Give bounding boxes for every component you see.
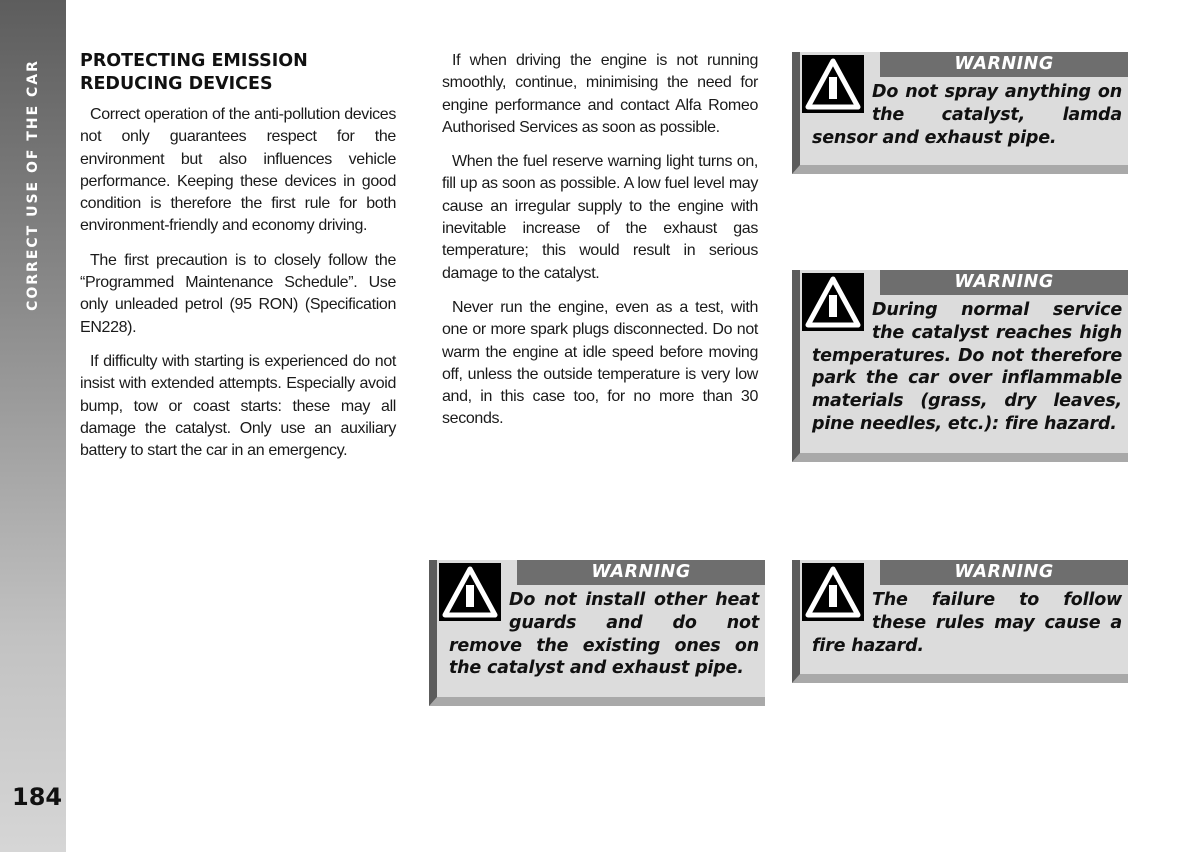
warning-triangle-icon bbox=[802, 563, 864, 621]
warning-label: WARNING bbox=[517, 560, 765, 585]
paragraph: Correct operation of the anti-pollution devices not only guarantees respect for the environment but also influences vehicle performance. Keeping these devices in good condition is therefore the first rule for both environment-friendly and economy driving. bbox=[80, 106, 396, 235]
section-heading bbox=[80, 50, 396, 96]
heading-line-2: REDUCING DEVICES bbox=[80, 74, 273, 94]
page-number: 184 bbox=[12, 783, 63, 811]
warning-triangle-icon bbox=[802, 55, 864, 113]
warning-label: WARNING bbox=[880, 52, 1128, 77]
warning-text: The failure to follow these rules may cause a fire hazard. bbox=[812, 590, 1122, 656]
heading-line-1: PROTECTING EMISSION bbox=[80, 51, 308, 71]
middle-column bbox=[442, 50, 758, 443]
warning-text: During normal service the catalyst reaches high temperatures. Do not therefore park the car over inflammable materials (grass, dry leaves, pine needles, etc.): fire hazard. bbox=[812, 300, 1122, 434]
section-title: CORRECT USE OF THE CAR bbox=[25, 59, 41, 311]
paragraph: If difficulty with starting is experienced do not insist with extended attempts. Especially avoid bump, tow or coast starts: these may all damage the catalyst. Only use an auxiliary battery to start the car in an emergency. bbox=[80, 352, 396, 460]
warning-triangle-icon bbox=[802, 273, 864, 331]
warning-label: WARNING bbox=[880, 270, 1128, 295]
warning-box bbox=[792, 560, 1128, 683]
warning-triangle-icon bbox=[439, 563, 501, 621]
warning-label: WARNING bbox=[880, 560, 1128, 585]
warning-text: Do not spray anything on the catalyst, lamda sensor and exhaust pipe. bbox=[812, 82, 1122, 148]
warning-text: Do not install other heat guards and do not remove the existing ones on the catalyst and exhaust pipe. bbox=[449, 590, 759, 679]
paragraph: The first precaution is to closely follow the “Programmed Maintenance Schedule”. Use only unleaded petrol (95 RON) (Specification EN228). bbox=[80, 251, 396, 336]
warning-box bbox=[429, 560, 765, 706]
left-column bbox=[80, 50, 396, 474]
sidebar bbox=[0, 0, 66, 852]
paragraph: Never run the engine, even as a test, with one or more spark plugs disconnected. Do not warm the engine at idle speed before moving off, unless the outside temperature is very low and, in this case too, for no more than 30 seconds. bbox=[442, 298, 758, 428]
paragraph: If when driving the engine is not running smoothly, continue, minimising the need for engine performance and contact Alfa Romeo Authorised Services as soon as possible. bbox=[442, 52, 758, 136]
warning-box bbox=[792, 270, 1128, 462]
paragraph: When the fuel reserve warning light turns on, fill up as soon as possible. A low fuel level may cause an irregular supply to the engine with inevitable increase of the exhaust gas temperature; this would result in serious damage to the catalyst. bbox=[442, 153, 758, 282]
warning-box bbox=[792, 52, 1128, 174]
